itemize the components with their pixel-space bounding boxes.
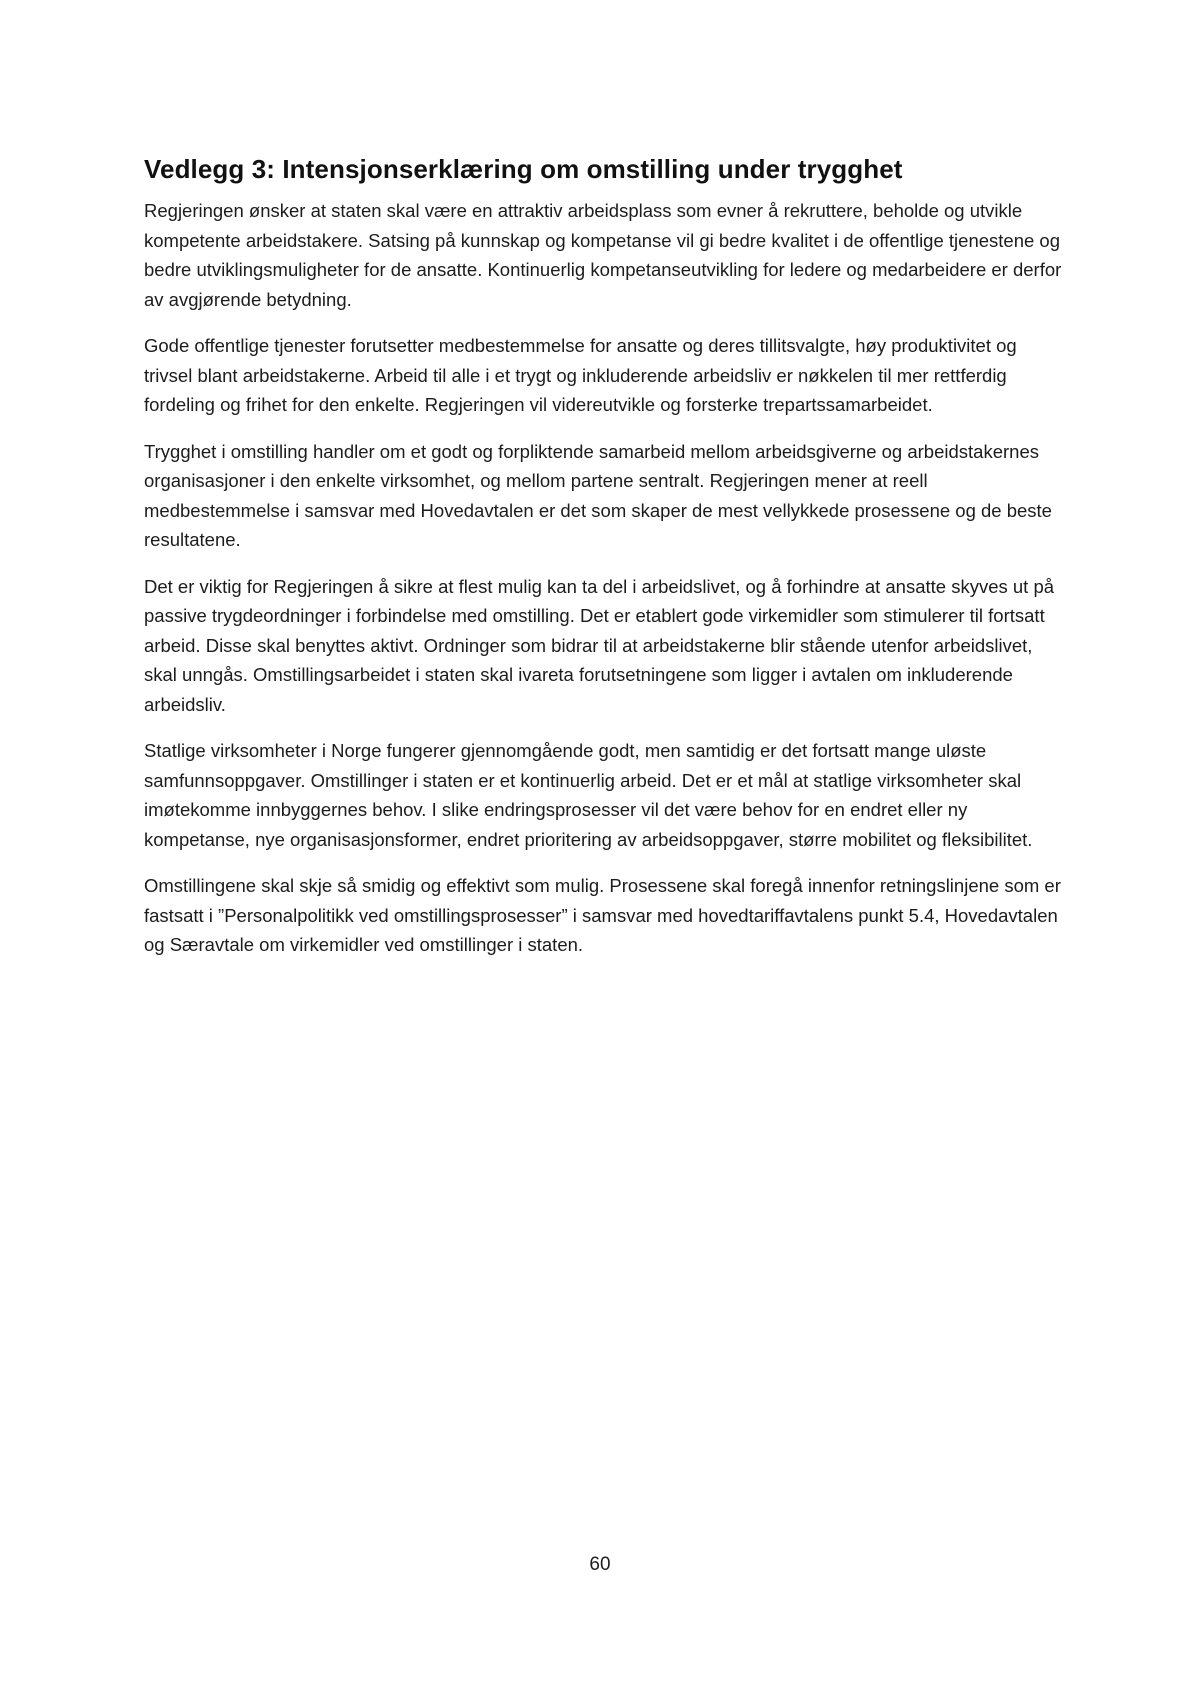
paragraph-1: Regjeringen ønsker at staten skal være en attraktiv arbeidsplass som evner å rekruttere, beholde og utvikle kompetente arbeidstakere. Satsing på kunnskap og kompetanse vil gi bedre kvalitet i de offentlige tjenestene og bedre utviklingsmuligheter for de ansatte. Kontinuerlig kompetanseutvikling for ledere og medarbeidere er derfor av avgjørende betydning. <box>144 200 1062 310</box>
paragraph-5: Statlige virksomheter i Norge fungerer gjennomgående godt, men samtidig er det fortsatt mange uløste samfunnsoppgaver. Omstillinger i staten er et kontinuerlig arbeid. Det er et mål at statlige virksomheter skal imøtekomme innbyggernes behov. I slike endringsprosesser vil det være behov for en endret eller ny kompetanse, nye organisasjonsformer, endret prioritering av arbeidsoppgaver, større mobilitet og fleksibilitet. <box>144 740 1033 850</box>
document-body <box>144 152 1064 977</box>
section-heading: Vedlegg 3: Intensjonserklæring om omstilling under trygghet <box>144 154 903 184</box>
paragraph-3: Trygghet i omstilling handler om et godt og forpliktende samarbeid mellom arbeidsgiverne og arbeidstakernes organisasjoner i den enkelte virksomhet, og mellom partene sentralt. Regjeringen mener at reell medbestemmelse i samsvar med Hovedavtalen er det som skaper de mest vellykkede prosessene og de beste resultatene. <box>144 440 1052 550</box>
paragraph-4: Det er viktig for Regjeringen å sikre at flest mulig kan ta del i arbeidslivet, og å forhindre at ansatte skyves ut på passive trygdeordninger i forbindelse med omstilling. Det er etablert gode virkemidler som stimulerer til fortsatt arbeid. Disse skal benyttes aktivt. Ordninger som bidrar til at arbeidstakerne blir stående utenfor arbeidslivet, skal unngås. Omstillingsarbeidet i staten skal ivareta forutsetningene som ligger i avtalen om inkluderende arbeidsliv. <box>144 575 1055 715</box>
paragraph-6: Omstillingene skal skje så smidig og effektivt som mulig. Prosessene skal foregå innenfor retningslinjene som er fastsatt i ”Personalpolitikk ved omstillingsprosesser” i samsvar med hovedtariffavtalens punkt 5.4, Hovedavtalen og Særavtale om virkemidler ved omstillinger i staten. <box>144 875 1061 955</box>
paragraph-2: Gode offentlige tjenester forutsetter medbestemmelse for ansatte og deres tillitsvalgte, høy produktivitet og trivsel blant arbeidstakerne. Arbeid til alle i et trygt og inkluderende arbeidsliv er nøkkelen til mer rettferdig fordeling og frihet for den enkelte. Regjeringen vil videreutvikle og forsterke trepartssamarbeidet. <box>144 335 1017 415</box>
page-number: 60 <box>589 1554 611 1575</box>
